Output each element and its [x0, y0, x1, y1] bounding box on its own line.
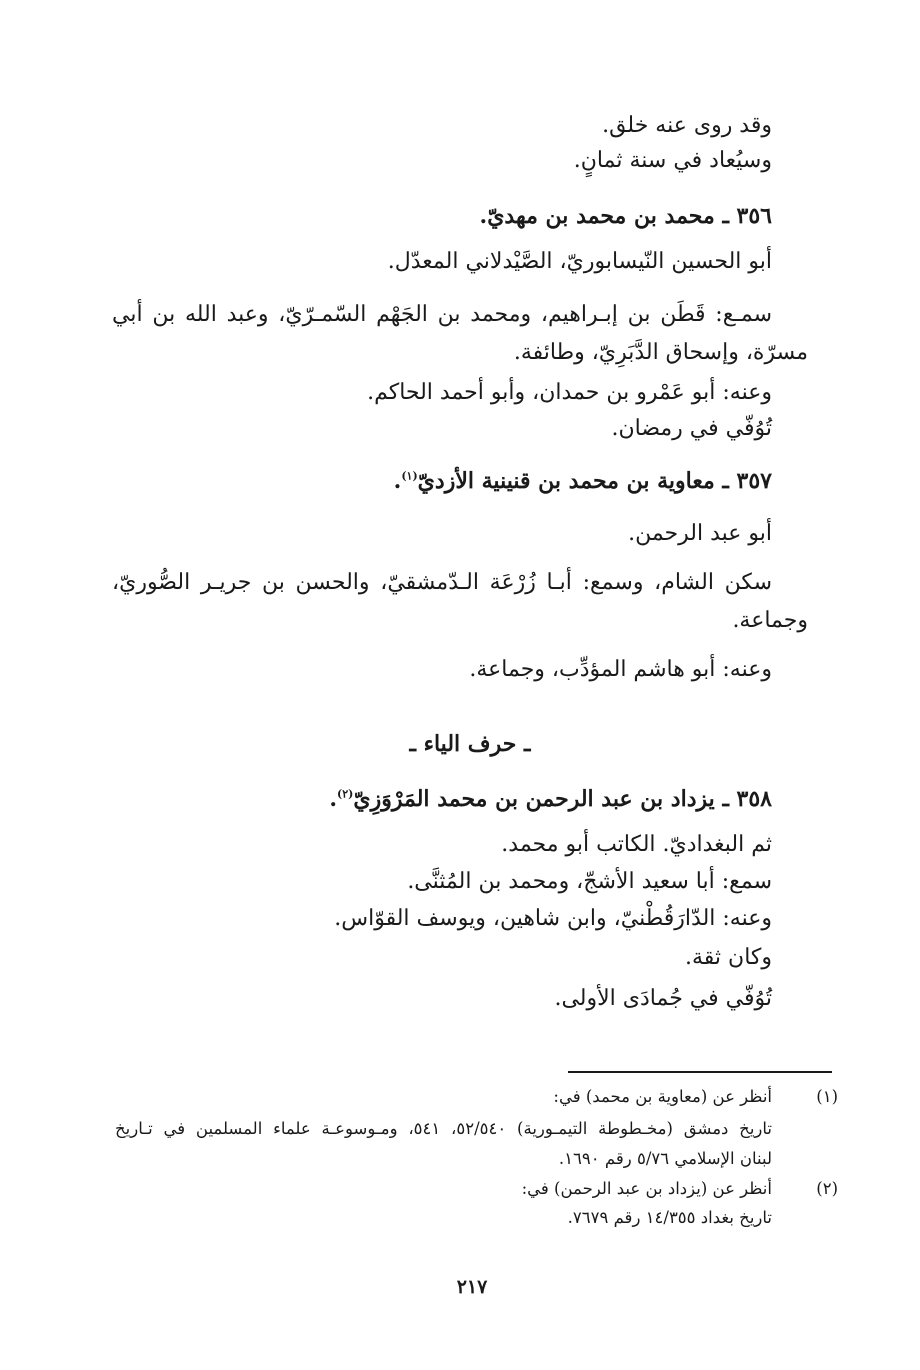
footnote-2-line: تاريخ بغداد ١٤/٣٥٥ رقم ٧٦٧٩. — [567, 1208, 772, 1227]
entry-358-line: ثم البغداديّ. الكاتب أبو محمد. — [501, 832, 772, 857]
footnote-1-line: تاريخ دمشق (مخـطوطة التيمـورية) ٥٢/٥٤٠، ٥٤١، ومـوسوعـة علماء المسلمين في تـاريخ — [115, 1119, 773, 1138]
entry-356-title: ٣٥٦ ـ محمد بن محمد بن مهديّ. — [479, 203, 772, 229]
entry-356-teachers-cont: مسرّة، وإسحاق الدَّبَرِيّ، وطائفة. — [513, 340, 808, 365]
footnote-1-number: (١) — [816, 1087, 838, 1106]
entry-358-title: ٣٥٨ ـ يزداد بن عبد الرحمن بن محمد المَرْوَزِيّ$^{(٢)}$. — [329, 786, 772, 812]
entry-356-kunya: أبو الحسين النّيسابوريّ، الصَّيْدلاني المعدّل. — [387, 249, 772, 274]
entry-358-line: وكان ثقة. — [685, 945, 772, 970]
section-heading: ـ حرف الياء ـ — [409, 731, 531, 757]
footnote-1-line: لبنان الإسلامي ٥/٧٦ رقم ١٦٩٠. — [558, 1149, 772, 1168]
entry-356-death: تُوُفّي في رمضان. — [611, 416, 772, 441]
entry-357-title: ٣٥٧ ـ معاوية بن محمد بن قنينية الأزديّ$^{(١)}$. — [393, 468, 772, 494]
entry-356-teachers: سمـع: قَطَن بن إبـراهيم، ومحمد بن الجَهْم السّمـرّيّ، وعبد الله بن أبي — [112, 302, 772, 327]
entry-357-residence: سكن الشام، وسمع: أبـا زُرْعَة الـدّمشقيّ، والحسن بن جريـر الصُّوريّ، — [112, 570, 772, 595]
footnote-2-line: أنظر عن (يزداد بن عبد الرحمن) في: — [521, 1179, 772, 1198]
entry-357-students: وعنه: أبو هاشم المؤدِّب، وجماعة. — [469, 657, 772, 682]
footnote-ref-2[interactable]: (٢) — [337, 787, 354, 801]
footnote-1-line: أنظر عن (معاوية بن محمد) في: — [553, 1087, 772, 1106]
text-line: وقد روى عنه خلق. — [602, 113, 772, 138]
footnote-ref-1[interactable]: (١) — [401, 469, 418, 483]
page-number: ٢١٧ — [456, 1276, 488, 1298]
entry-358-line: وعنه: الدّارَقُطْنيّ، وابن شاهين، ويوسف القوّاس. — [334, 906, 772, 931]
entry-357-residence-cont: وجماعة. — [732, 608, 808, 633]
entry-358-line: تُوُفّي في جُمادَى الأولى. — [554, 986, 772, 1011]
entry-356-students: وعنه: أبو عَمْرو بن حمدان، وأبو أحمد الحاكم. — [367, 380, 772, 405]
footnote-separator — [568, 1071, 832, 1073]
entry-358-line: سمع: أبا سعيد الأشجّ، ومحمد بن المُثنَّى. — [407, 869, 772, 894]
footnote-2-number: (٢) — [816, 1179, 838, 1198]
entry-357-kunya: أبو عبد الرحمن. — [628, 521, 772, 546]
text-line: وسيُعاد في سنة ثمانٍ. — [573, 148, 772, 173]
